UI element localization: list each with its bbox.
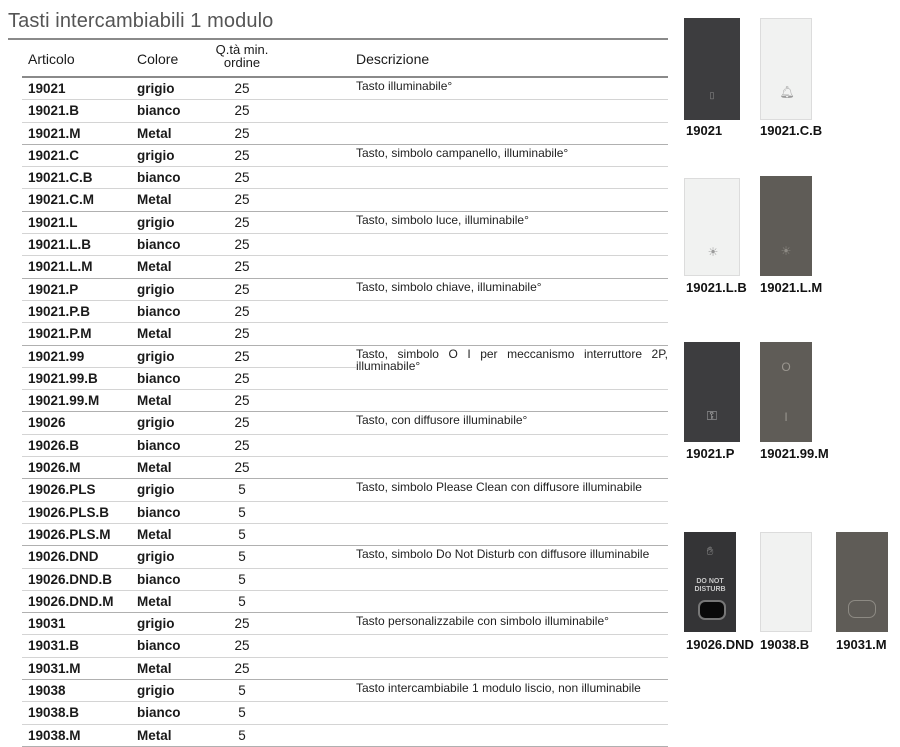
cell-articolo: 19021.C.B xyxy=(28,170,93,186)
table-body xyxy=(22,78,668,747)
cell-articolo: 19026.PLS.M xyxy=(28,526,111,542)
diffuser-icon xyxy=(698,600,726,620)
cell-articolo: 19026.B xyxy=(28,437,80,453)
cell-descrizione: Tasto, simbolo Do Not Disturb con diffusore illuminabile xyxy=(356,548,668,562)
cell-colore: Metal xyxy=(137,125,172,141)
key-icon: ⚿ xyxy=(707,408,717,423)
cell-descrizione: Tasto, simbolo luce, illuminabile° xyxy=(356,214,668,228)
cell-qta: 5 xyxy=(238,705,246,721)
cell-articolo: 19026.M xyxy=(28,460,81,476)
cell-articolo: 19026.DND.B xyxy=(28,571,113,587)
label-19021-C-B: 19021.C.B xyxy=(760,123,823,138)
table-row xyxy=(22,389,668,411)
cell-qta: 25 xyxy=(234,81,250,96)
cell-colore: Metal xyxy=(137,727,172,743)
cell-articolo: 19026.PLS.B xyxy=(28,504,110,520)
cell-descrizione: Tasto intercambiabile 1 modulo liscio, non illuminabile xyxy=(356,682,668,696)
cell-colore: bianco xyxy=(137,303,181,319)
cell-colore: Metal xyxy=(137,192,172,208)
header-qta-line2: ordine xyxy=(223,55,261,70)
cell-descrizione: Tasto, simbolo Please Clean con diffusore illuminabile xyxy=(356,481,668,495)
cell-colore: grigio xyxy=(137,214,175,230)
plate-19021-P xyxy=(684,342,740,442)
cell-articolo: 19021.99.M xyxy=(28,393,100,409)
cell-articolo: 19021.L xyxy=(28,214,78,230)
plate-19021-L-B xyxy=(684,178,740,276)
cell-qta: 25 xyxy=(234,616,250,632)
table-group xyxy=(22,412,668,479)
plate-19021-C-B xyxy=(760,18,812,120)
cell-qta: 25 xyxy=(234,237,250,253)
cell-articolo: 19038.M xyxy=(28,727,81,743)
plate-19038-B xyxy=(760,532,812,632)
bell-icon: 🔔︎ xyxy=(779,85,795,99)
cell-articolo: 19021.L.B xyxy=(28,237,92,253)
cell-colore: bianco xyxy=(137,571,181,587)
cell-descrizione: Tasto, simbolo chiave, illuminabile° xyxy=(356,281,668,295)
cell-colore: bianco xyxy=(137,437,181,453)
table-group xyxy=(22,613,668,680)
table-row xyxy=(22,523,668,545)
cell-colore: bianco xyxy=(137,103,181,119)
cell-colore: Metal xyxy=(137,526,172,542)
cell-articolo: 19021 xyxy=(28,81,66,96)
table-row xyxy=(22,300,668,322)
header-articolo: Articolo xyxy=(28,51,75,67)
header-descrizione: Descrizione xyxy=(356,51,430,67)
table-row xyxy=(22,501,668,523)
cell-articolo: 19026.DND.M xyxy=(28,593,114,609)
cell-qta: 25 xyxy=(234,303,250,319)
cell-qta: 5 xyxy=(238,727,246,743)
label-19038-B: 19038.B xyxy=(760,637,810,652)
cell-colore: Metal xyxy=(137,660,172,676)
table-row xyxy=(22,255,668,277)
plate-19021-L-M xyxy=(760,176,812,276)
label-19021-99-M: 19021.99.M xyxy=(760,446,829,461)
custom-symbol-frame-icon xyxy=(848,600,876,618)
table-group xyxy=(22,145,668,212)
table-row xyxy=(22,233,668,255)
cell-descrizione: Tasto, simbolo campanello, illuminabile° xyxy=(356,147,668,161)
light-diffuser-icon: ▯ xyxy=(709,90,715,100)
cell-qta: 25 xyxy=(234,370,250,386)
cell-colore: grigio xyxy=(137,147,175,163)
cell-qta: 25 xyxy=(234,259,250,275)
cell-qta: 25 xyxy=(234,393,250,409)
cell-qta: 25 xyxy=(234,103,250,119)
cell-qta: 25 xyxy=(234,638,250,654)
table-row xyxy=(22,122,668,144)
table-group xyxy=(22,546,668,613)
cell-articolo: 19038 xyxy=(28,683,66,699)
table-group xyxy=(22,279,668,346)
header-qta xyxy=(208,43,276,69)
cell-qta: 25 xyxy=(234,437,250,453)
cell-qta: 25 xyxy=(234,660,250,676)
cell-qta: 25 xyxy=(234,170,250,186)
symbol-o: O xyxy=(781,360,791,374)
cell-articolo: 19026.PLS xyxy=(28,482,96,498)
page-title: Tasti intercambiabili 1 modulo xyxy=(8,10,274,32)
dnd-line1: DO NOT xyxy=(696,578,724,585)
cell-colore: grigio xyxy=(137,683,175,699)
cell-articolo: 19021.C.M xyxy=(28,192,95,208)
cell-articolo: 19031 xyxy=(28,616,66,632)
cell-qta: 25 xyxy=(234,281,250,297)
label-19031-M: 19031.M xyxy=(836,637,887,652)
plate-19021-99-M xyxy=(760,342,812,442)
label-19026-DND: 19026.DND xyxy=(686,637,754,652)
cell-articolo: 19026.DND xyxy=(28,549,99,565)
cell-colore: Metal xyxy=(137,393,172,409)
cell-qta: 25 xyxy=(234,460,250,476)
table-row xyxy=(22,568,668,590)
cell-colore: bianco xyxy=(137,504,181,520)
table-row xyxy=(22,434,668,456)
table-row xyxy=(22,188,668,210)
hand-icon: ✋︎ xyxy=(706,544,714,558)
label-19021: 19021 xyxy=(686,123,723,138)
cell-qta: 5 xyxy=(238,482,246,498)
cell-colore: Metal xyxy=(137,326,172,342)
cell-articolo: 19021.99.B xyxy=(28,370,98,386)
table-row xyxy=(22,166,668,188)
cell-articolo: 19021.C xyxy=(28,147,80,163)
cell-articolo: 19026 xyxy=(28,415,66,431)
cell-colore: Metal xyxy=(137,593,172,609)
table-row xyxy=(22,322,668,344)
cell-articolo: 19021.99 xyxy=(28,348,85,364)
table-row xyxy=(22,634,668,656)
table-row xyxy=(22,657,668,679)
cell-articolo: 19021.B xyxy=(28,103,80,119)
cell-descrizione: Tasto, simbolo O I per meccanismo interruttore 2P, illuminabile° xyxy=(356,346,668,373)
table-header xyxy=(22,40,668,78)
cell-colore: Metal xyxy=(137,259,172,275)
cell-colore: grigio xyxy=(137,81,175,96)
table-row xyxy=(22,590,668,612)
cell-articolo: 19021.L.M xyxy=(28,259,93,275)
cell-qta: 25 xyxy=(234,125,250,141)
cell-articolo: 19031.M xyxy=(28,660,81,676)
cell-colore: grigio xyxy=(137,549,175,565)
table-group xyxy=(22,680,668,747)
cell-colore: Metal xyxy=(137,460,172,476)
table-group xyxy=(22,212,668,279)
header-colore: Colore xyxy=(137,51,179,67)
cell-colore: bianco xyxy=(137,237,181,253)
cell-colore: bianco xyxy=(137,170,181,186)
plate-19031-M xyxy=(836,532,888,632)
cell-descrizione: Tasto illuminabile° xyxy=(356,80,668,94)
cell-articolo: 19021.P.M xyxy=(28,326,92,342)
cell-descrizione: Tasto, con diffusore illuminabile° xyxy=(356,414,668,428)
cell-qta: 25 xyxy=(234,348,250,364)
table-group xyxy=(22,346,668,413)
label-19021-L-B: 19021.L.B xyxy=(686,280,747,295)
cell-qta: 25 xyxy=(234,214,250,230)
cell-colore: bianco xyxy=(137,638,181,654)
table-row xyxy=(22,456,668,478)
cell-colore: bianco xyxy=(137,705,181,721)
table-row xyxy=(22,701,668,723)
cell-qta: 25 xyxy=(234,147,250,163)
cell-qta: 25 xyxy=(234,192,250,208)
header-qta-line1: Q.tà min. xyxy=(215,42,269,57)
product-table xyxy=(22,40,668,747)
cell-colore: grigio xyxy=(137,616,175,632)
cell-colore: grigio xyxy=(137,281,175,297)
cell-qta: 5 xyxy=(238,593,246,609)
cell-articolo: 19021.M xyxy=(28,125,81,141)
cell-qta: 5 xyxy=(238,549,246,565)
light-bulb-icon: ☀︎ xyxy=(707,245,719,259)
cell-qta: 5 xyxy=(238,571,246,587)
table-row xyxy=(22,724,668,746)
cell-colore: grigio xyxy=(137,415,175,431)
table-group xyxy=(22,479,668,546)
label-19021-P: 19021.P xyxy=(686,446,735,461)
cell-qta: 5 xyxy=(238,683,246,699)
cell-colore: grigio xyxy=(137,482,175,498)
cell-articolo: 19021.P xyxy=(28,281,79,297)
cell-descrizione: Tasto personalizzabile con simbolo illuminabile° xyxy=(356,615,668,629)
cell-qta: 5 xyxy=(238,504,246,520)
cell-articolo: 19031.B xyxy=(28,638,80,654)
plate-19026-DND xyxy=(684,532,736,632)
cell-colore: grigio xyxy=(137,348,175,364)
cell-qta: 5 xyxy=(238,526,246,542)
table-row xyxy=(22,99,668,121)
plate-19021 xyxy=(684,18,740,120)
dnd-line2: DISTURB xyxy=(694,586,726,593)
table-group xyxy=(22,78,668,145)
symbol-i: I xyxy=(784,410,788,424)
label-19021-L-M: 19021.L.M xyxy=(760,280,823,295)
cell-articolo: 19021.P.B xyxy=(28,303,91,319)
cell-colore: bianco xyxy=(137,370,181,386)
cell-qta: 25 xyxy=(234,415,250,431)
cell-articolo: 19038.B xyxy=(28,705,80,721)
cell-qta: 25 xyxy=(234,326,250,342)
light-bulb-icon: ☀︎ xyxy=(780,244,792,258)
